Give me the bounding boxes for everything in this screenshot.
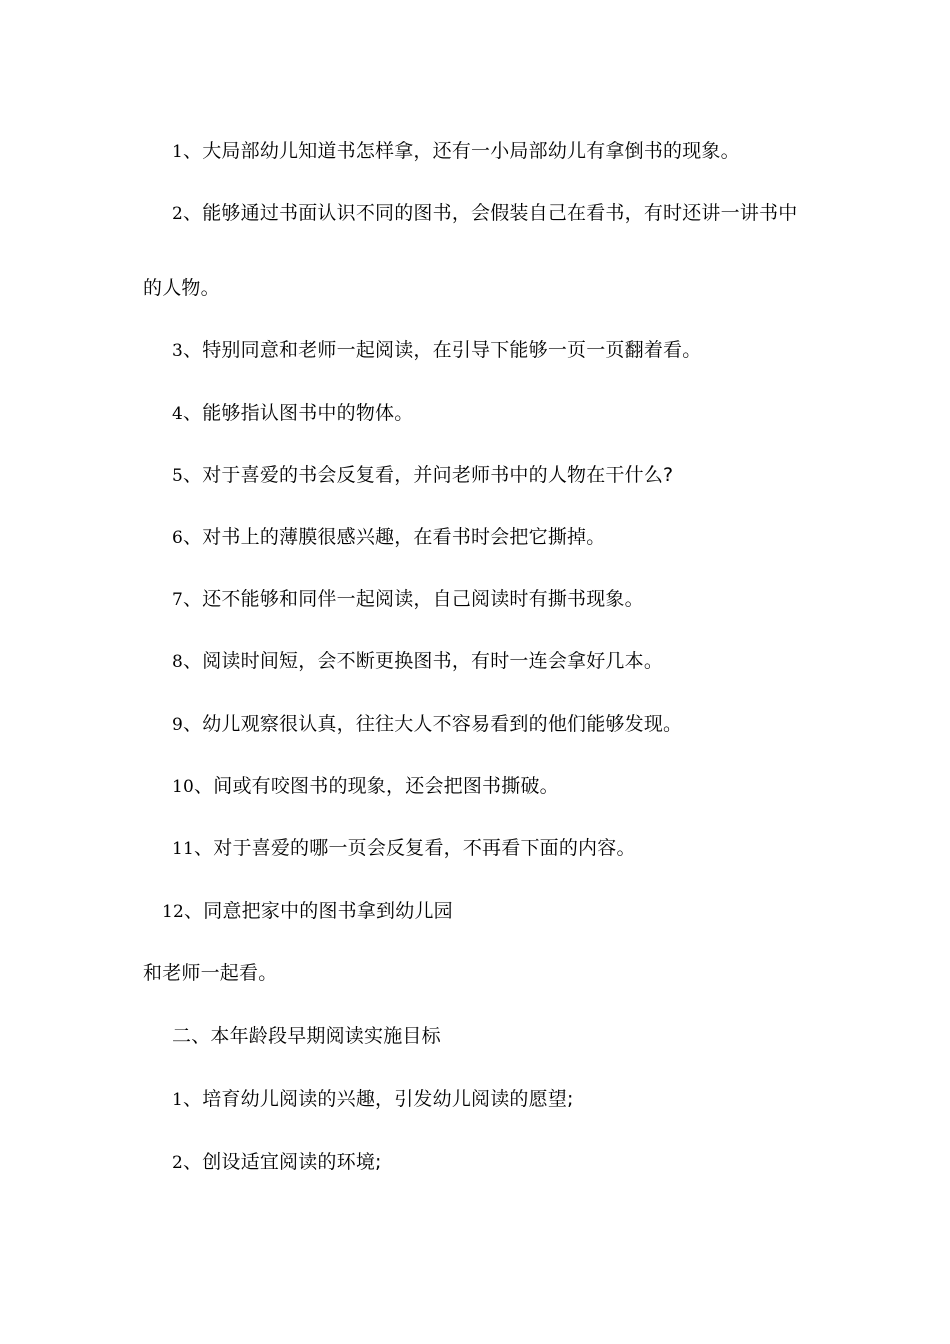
- observation-item-5: [172, 463, 673, 488]
- item-number: 8: [172, 652, 184, 672]
- item-text: 、培育幼儿阅读的兴趣，引发幼儿阅读的愿望;: [183, 1088, 574, 1110]
- observation-item-2: [172, 201, 797, 226]
- observation-item-1: [172, 139, 740, 164]
- item-number: 9: [172, 715, 184, 735]
- goal-item-1: [172, 1087, 574, 1112]
- item-text: 的人物。: [143, 277, 220, 299]
- observation-item-10: [172, 774, 559, 799]
- item-number: 12: [162, 902, 185, 922]
- observation-item-7: [172, 587, 644, 612]
- item-text: 、同意把家中的图书拿到幼儿园: [184, 900, 453, 922]
- observation-item-8: [172, 649, 663, 674]
- item-text: 、对于喜爱的书会反复看，并问老师书中的人物在干什么?: [183, 464, 674, 486]
- goal-item-2: [172, 1150, 382, 1175]
- item-number: 1: [172, 1090, 184, 1110]
- item-text: 、大局部幼儿知道书怎样拿，还有一小局部幼儿有拿倒书的现象。: [183, 140, 740, 162]
- item-text: 、还不能够和同伴一起阅读，自己阅读时有撕书现象。: [183, 588, 644, 610]
- observation-item-3: [172, 338, 701, 363]
- section-heading: [172, 1024, 441, 1048]
- item-number: 2: [172, 204, 184, 224]
- item-text: 、创设适宜阅读的环境;: [183, 1151, 382, 1173]
- observation-item-9: [172, 712, 682, 737]
- item-number: 4: [172, 404, 184, 424]
- observation-item-11: [172, 836, 636, 861]
- item-number: 1: [172, 142, 184, 162]
- item-number: 6: [172, 528, 184, 548]
- item-text: 、能够指认图书中的物体。: [183, 402, 414, 424]
- item-number: 2: [172, 1153, 184, 1173]
- item-text: 、间或有咬图书的现象，还会把图书撕破。: [194, 775, 559, 797]
- heading-text: 二、本年龄段早期阅读实施目标: [172, 1025, 441, 1047]
- item-text: 、幼儿观察很认真，往往大人不容易看到的他们能够发现。: [183, 713, 683, 735]
- item-text: 和老师一起看。: [143, 962, 278, 984]
- item-text: 、对书上的薄膜很感兴趣，在看书时会把它撕掉。: [183, 526, 606, 548]
- item-number: 3: [172, 341, 184, 361]
- item-number: 7: [172, 590, 184, 610]
- observation-item-4: [172, 401, 413, 426]
- item-number: 5: [172, 466, 184, 486]
- item-number: 10: [172, 777, 195, 797]
- observation-item-6: [172, 525, 605, 550]
- item-text: 、对于喜爱的哪一页会反复看，不再看下面的内容。: [194, 837, 636, 859]
- item-text: 、特别同意和老师一起阅读，在引导下能够一页一页翻着看。: [183, 339, 702, 361]
- item-text: 、能够通过书面认识不同的图书，会假装自己在看书，有时还讲一讲书中: [183, 202, 798, 224]
- item-text: 、阅读时间短，会不断更换图书，有时一连会拿好几本。: [183, 650, 664, 672]
- observation-item-12-continuation: [143, 961, 277, 985]
- observation-item-12: [162, 899, 453, 924]
- observation-item-2-continuation: [143, 276, 220, 300]
- item-number: 11: [172, 839, 195, 859]
